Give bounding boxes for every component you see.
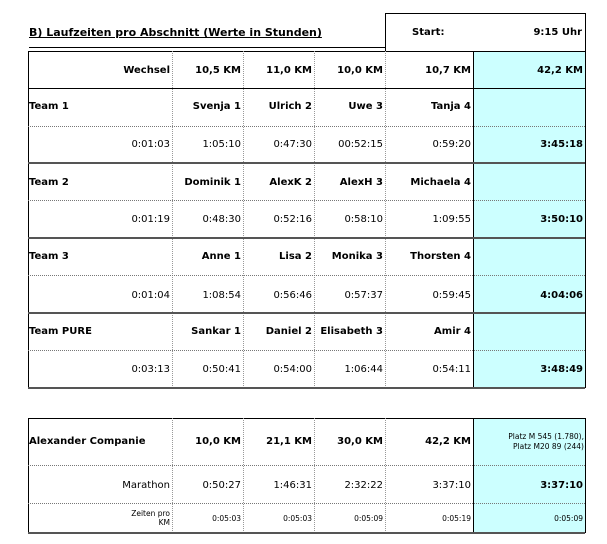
team-name: Team PURE [29,326,92,337]
runner-name: Sankar 1 [191,326,241,337]
leg-time: 1:08:54 [202,290,241,301]
runner-name: Daniel 2 [265,326,312,337]
header-leg-1: 10,5 KM [195,65,241,76]
marathon-placement: Platz M 545 (1.780), [508,432,584,441]
marathon-runner-name: Alexander Companie [29,436,146,447]
team-row-divider [28,200,585,201]
header-wechsel: Wechsel [123,65,170,76]
pace-time: 0:05:03 [283,514,312,523]
team-total-time: 3:45:18 [540,139,583,150]
marathon-leg-header: 42,2 KM [425,436,471,447]
runner-name: Lisa 2 [279,251,312,262]
leg-time: 0:56:46 [273,290,312,301]
runner-name: Elisabeth 3 [320,326,383,337]
leg-time: 0:48:30 [202,214,241,225]
team-row-divider [28,126,585,127]
leg-time: 00:52:15 [338,139,383,150]
pace-label: Zeiten pro [131,509,170,518]
marathon-leg-header: 10,0 KM [195,436,241,447]
team-name: Team 1 [29,101,69,112]
start-time: 9:15 Uhr [533,27,582,38]
marathon-leg-header: 21,1 KM [266,436,312,447]
runner-name: Michaela 4 [410,177,471,188]
header-total: 42,2 KM [537,65,583,76]
team-name: Team 3 [29,251,69,262]
wechsel-time: 0:01:04 [131,290,170,301]
wechsel-time: 0:01:19 [131,214,170,225]
table-top-border [28,51,585,52]
leg-time: 0:57:37 [344,290,383,301]
pace-time: 0:05:03 [212,514,241,523]
team-row-divider [28,275,585,276]
table-bottom-rule [28,387,585,389]
leg-time: 0:58:10 [344,214,383,225]
team-separator [28,237,585,239]
marathon-leg-header: 30,0 KM [337,436,383,447]
marathon-split-time: 1:46:31 [273,480,312,491]
runner-name: Ulrich 2 [268,101,312,112]
leg-time: 1:05:10 [202,139,241,150]
leg-time: 0:47:30 [273,139,312,150]
runner-name: Monika 3 [331,251,383,262]
pace-time: 0:05:19 [442,514,471,523]
marathon-row-label: Marathon [122,480,170,491]
marathon-right-border [585,418,586,533]
marathon-placement: Platz M20 89 (244) [513,442,584,451]
marathon-row-divider [28,465,585,466]
start-label: Start: [412,27,445,38]
marathon-bottom-rule [28,532,585,534]
wechsel-time: 0:01:03 [131,139,170,150]
runner-name: Tanja 4 [430,101,471,112]
start-box-right-border [585,13,586,388]
leg-time: 0:54:00 [273,364,312,375]
leg-time: 0:59:45 [432,290,471,301]
marathon-top-border [28,418,585,419]
marathon-total-time: 3:37:10 [540,480,583,491]
runner-name: Dominik 1 [184,177,241,188]
start-box-left-border [385,13,386,51]
header-leg-3: 10,0 KM [337,65,383,76]
pace-time: 0:05:09 [354,514,383,523]
runner-name: AlexH 3 [339,177,383,188]
leg-time: 0:59:20 [432,139,471,150]
wechsel-time: 0:03:13 [131,364,170,375]
runner-name: AlexK 2 [269,177,312,188]
runner-name: Thorsten 4 [410,251,471,262]
leg-time: 0:54:11 [432,364,471,375]
marathon-split-time: 3:37:10 [432,480,471,491]
runner-name: Uwe 3 [348,101,383,112]
page-title: B) Laufzeiten pro Abschnitt (Werte in Stunden) [29,26,322,39]
start-box-top-border [385,13,585,14]
leg-time: 1:06:44 [344,364,383,375]
team-separator [28,162,585,164]
team-total-time: 3:48:49 [540,364,583,375]
leg-time: 1:09:55 [432,214,471,225]
team-row-divider [28,350,585,351]
runner-name: Amir 4 [434,326,471,337]
team-name: Team 2 [29,177,69,188]
header-leg-2: 11,0 KM [266,65,312,76]
team-separator [28,312,585,314]
leg-time: 0:52:16 [273,214,312,225]
title-underline-rule [29,47,385,48]
team-total-time: 3:50:10 [540,214,583,225]
pace-label: KM [158,518,170,527]
header-bottom-rule [28,88,585,89]
runner-name: Svenja 1 [192,101,241,112]
marathon-split-time: 2:32:22 [344,480,383,491]
marathon-row-divider [28,503,585,504]
marathon-split-time: 0:50:27 [202,480,241,491]
header-leg-4: 10,7 KM [425,65,471,76]
runner-name: Anne 1 [201,251,241,262]
team-total-time: 4:04:06 [540,290,583,301]
pace-total: 0:05:09 [554,514,583,523]
leg-time: 0:50:41 [202,364,241,375]
